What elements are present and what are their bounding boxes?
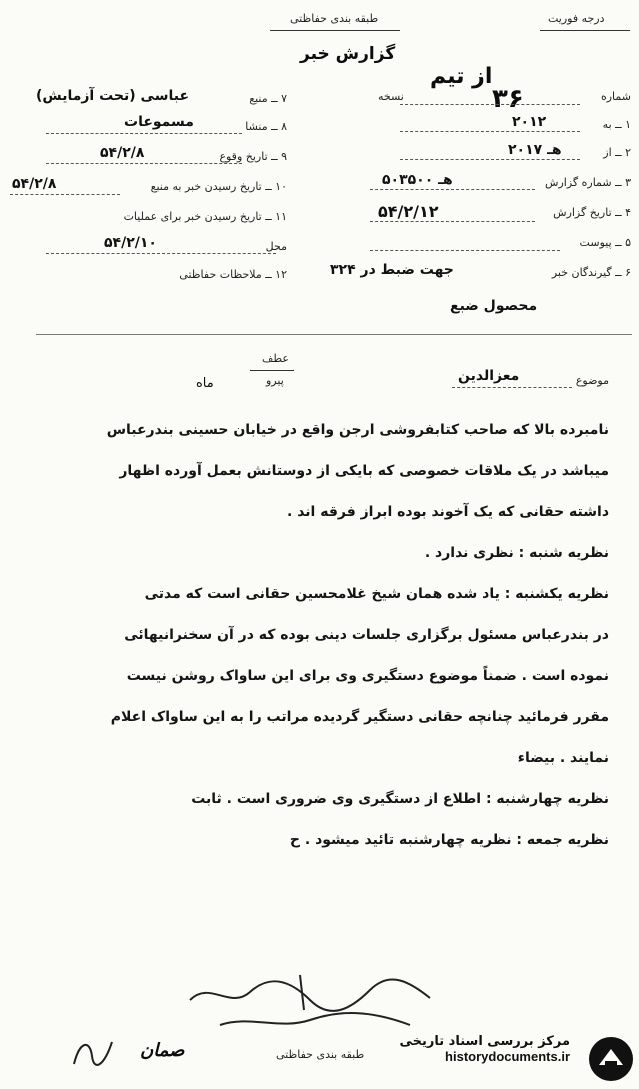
field-10-label: ۱۰ ــ تاریخ رسیدن خبر به منبع bbox=[150, 180, 287, 193]
priority-underline bbox=[540, 30, 630, 31]
priority-label: درجه فوریت bbox=[548, 12, 605, 25]
field-3-line bbox=[370, 189, 535, 190]
field-9-value: ۵۴/۲/۸ bbox=[100, 145, 145, 161]
reference-bottom: پیرو bbox=[266, 374, 284, 387]
field-3-label: ۳ ــ شماره گزارش bbox=[545, 176, 631, 189]
classification-label-bottom: طبقه بندی حفاظتی bbox=[276, 1048, 365, 1061]
body-line-2: میباشد در یک ملاقات خصوصی که بایکی از دوستانش بعمل آورده اظهار bbox=[119, 463, 609, 479]
field-2-label: ۲ ــ از bbox=[603, 146, 631, 159]
field-5-line bbox=[370, 250, 560, 251]
watermark-url: historydocuments.ir bbox=[445, 1049, 570, 1064]
field-12-label: ۱۲ ــ ملاحظات حفاظتی bbox=[179, 268, 287, 281]
field-2-value: ۲۰۱۷ هـ bbox=[508, 142, 562, 158]
classification-label-top: طبقه بندی حفاظتی bbox=[290, 12, 379, 25]
field-8-line bbox=[46, 133, 242, 134]
field-4-label: ۴ ــ تاریخ گزارش bbox=[553, 206, 631, 219]
field-8-label: ۸ ــ منشا bbox=[245, 120, 287, 133]
margin-note: ماه bbox=[196, 376, 214, 391]
field-11-label: ۱۱ ــ تاریخ رسیدن خبر برای عملیات bbox=[123, 210, 287, 223]
signature-left: صمان bbox=[140, 1040, 185, 1061]
field-1-label: ۱ ــ به bbox=[602, 118, 631, 131]
field-8-value: مسموعات bbox=[124, 114, 194, 130]
body-line-9: نمایند . بیضاء bbox=[517, 750, 609, 766]
field-5-label: ۵ ــ پیوست bbox=[579, 236, 631, 249]
body-line-1: نامبرده بالا که صاحب کتابفروشی ارجن واقع در خیابان حسینی بندرعباس bbox=[106, 422, 609, 438]
signature-mark-left bbox=[70, 1036, 116, 1070]
field-10-value: ۵۴/۲/۸ bbox=[12, 176, 57, 192]
field-6-label: ۶ ــ گیرندگان خبر bbox=[551, 266, 631, 279]
classification-underline bbox=[270, 30, 400, 31]
watermark bbox=[380, 1034, 570, 1064]
form-title: گزارش خبر bbox=[300, 44, 396, 64]
field-9-label: ۹ ــ تاریخ وقوع bbox=[219, 150, 287, 163]
subject-label: موضوع bbox=[575, 374, 609, 387]
body-line-8: مقرر فرمائید چنانچه حقانی دستگیر گردیده مراتب را به این ساواک اعلام bbox=[110, 709, 609, 725]
field-copy-label: نسخه bbox=[378, 90, 404, 103]
body-line-3: داشته حقانی که یک آخوند بوده ابراز فرقه اند . bbox=[287, 504, 609, 520]
field-4-value: ۵۴/۲/۱۲ bbox=[378, 202, 439, 221]
field-1-value: ۲۰۱۲ bbox=[512, 114, 547, 130]
signature-scribble bbox=[180, 970, 440, 1040]
field-6-value: ۳۲۴ جهت ضبط در bbox=[330, 262, 454, 278]
form-title-handwritten: از تیم bbox=[430, 64, 493, 89]
field-number-line bbox=[400, 104, 580, 105]
reference-rule bbox=[250, 370, 294, 371]
field-location-label: محل bbox=[265, 240, 287, 253]
handwritten-number: ۳۶ bbox=[492, 84, 524, 114]
header-separator bbox=[36, 334, 632, 335]
field-location-value: ۵۴/۲/۱۰ bbox=[104, 235, 157, 251]
watermark-text: مرکز بررسی اسناد تاریخی bbox=[399, 1034, 570, 1049]
field-1-line bbox=[400, 131, 580, 132]
field-7-value: عباسی (تحت آزمایش) bbox=[36, 88, 190, 104]
field-2-line bbox=[400, 159, 580, 160]
body-line-11: نظریه جمعه : نظریه چهارشنبه تائید میشود . ح bbox=[289, 832, 609, 848]
field-10-line bbox=[10, 194, 120, 195]
field-7-label: ۷ ــ منبع bbox=[249, 92, 287, 105]
field-location-line bbox=[46, 253, 276, 254]
field-6-continuation: محصول ضبع bbox=[450, 298, 538, 314]
report-body bbox=[26, 410, 609, 861]
body-line-4: نظریه شنبه : نظری ندارد . bbox=[424, 545, 609, 561]
field-3-value: ۵۰۳۵۰۰ هـ bbox=[382, 172, 453, 188]
body-line-6: در بندرعباس مسئول برگزاری جلسات دینی بوده که در آن سخنرانیهائی bbox=[124, 627, 609, 643]
body-line-10: نظریه چهارشنبه : اطلاع از دستگیری وی ضروری است . ثابت bbox=[191, 791, 609, 807]
field-9-line bbox=[46, 163, 242, 164]
subject-line bbox=[452, 387, 572, 388]
subject-value: معزالدین bbox=[458, 368, 520, 384]
field-4-line bbox=[370, 221, 535, 222]
archive-logo-icon bbox=[587, 1035, 635, 1083]
reference-top: عطف bbox=[262, 352, 289, 365]
body-line-7: نموده است . ضمناً موضوع دستگیری وی برای این ساواک روشن نیست bbox=[126, 668, 609, 684]
field-number-label: شماره bbox=[600, 90, 631, 103]
body-line-5: نظریه یکشنبه : یاد شده همان شیخ غلامحسین حقانی است که مدتی bbox=[144, 586, 609, 602]
